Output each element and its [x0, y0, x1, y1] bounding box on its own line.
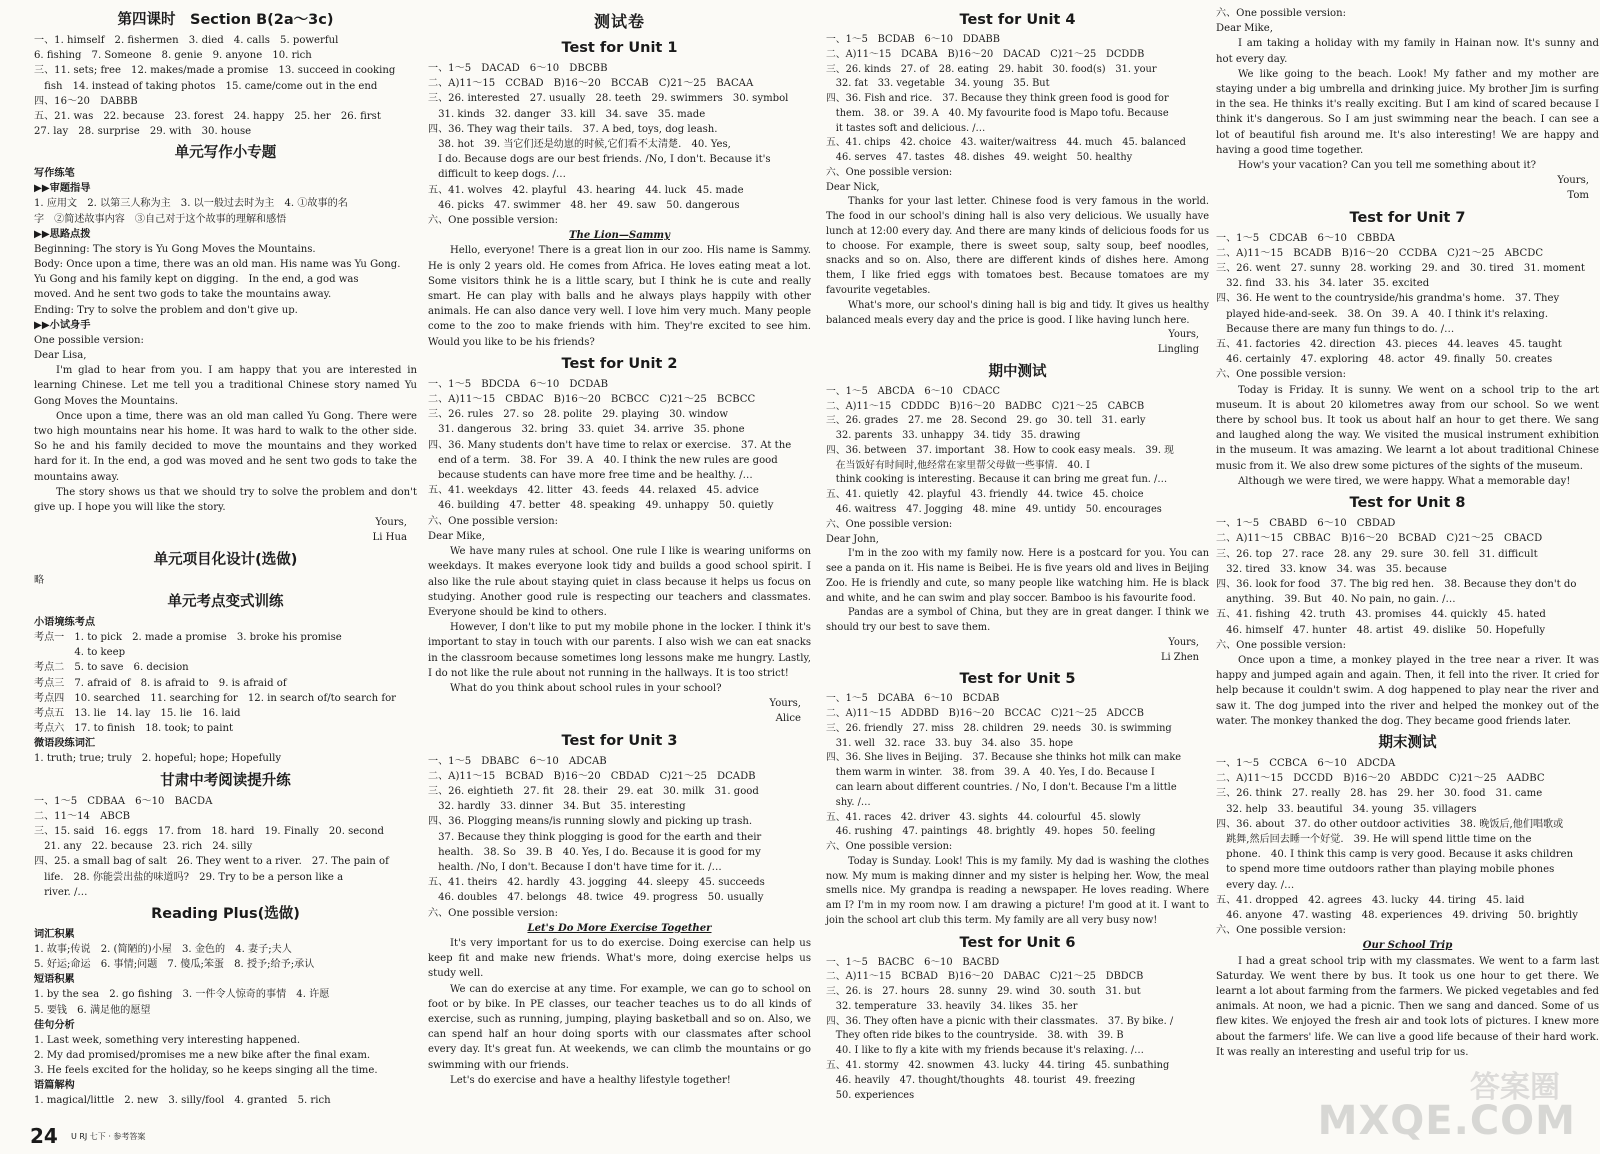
column-1 — [34, 6, 417, 1109]
answer-line: anything. 39. But 40. No pain, no gain. /… — [1216, 594, 1456, 606]
answer-line: 38. hot 39. 当它们还是幼崽的时候,它们看不太清楚. 40. Yes, — [428, 139, 731, 151]
answer-line: 六、One possible version: — [428, 515, 559, 527]
section-heading: Test for Unit 5 — [959, 671, 1076, 688]
answer-line: They often ride bikes to the countryside. 38. with 39. B — [826, 1030, 1124, 1042]
answer-line: 二、A)11～15 BCBAD B)16～20 CBDAD C)21～25 DCADB — [428, 770, 756, 782]
essay-paragraph: What do you think about school rules in your school? — [450, 682, 722, 694]
answer-line: 五、21. was 22. because 23. forest 24. happy 25. her 26. first — [34, 111, 381, 123]
answer-line: 四、36. They wag their tails. 37. A bed, toys, dog leash. — [428, 123, 718, 135]
answer-line: 跳舞,然后回去睡一个好觉. 39. He will spend little time on the — [1216, 833, 1532, 845]
answer-line: I do. Because dogs are our best friends. /No, I don't. Because it's — [428, 154, 771, 166]
answer-line: 32. find 33. his 34. later 35. excited — [1216, 278, 1430, 290]
watermark-logo: 答案圈 — [1470, 1070, 1560, 1105]
essay-paragraph: I had a great school trip with my classmates. We went to a farm last Saturday. We went there by bus. It took us one hour to get there. We learnt a lot about farming from the farmers. We picked vegetables and fed animals. At noon, we had a picnic. Then we sang and danced. Some of us flew kites. We enjoyed the fresh air and took lots of pictures. I knew more about the farmers' life. We can live a good life because of their hard work. It was really an interesting and useful trip for us. — [1216, 955, 1599, 1058]
answer-line: 考点六 17. to finish 18. took; to paint — [34, 723, 234, 735]
answer-line: 六、One possible version: — [1216, 639, 1347, 651]
answer-line: 考点四 10. searched 11. searching for 12. in search of/to search for — [34, 692, 396, 704]
section-heading: 期末测试 — [1378, 734, 1437, 751]
section-heading: Reading Plus(选做) — [151, 905, 300, 922]
section-heading: Test for Unit 1 — [561, 40, 678, 56]
answer-line: 一、1～5 BCDAB 6～10 DDABB — [826, 34, 1000, 45]
answer-line: 一、1～5 BDCDA 6～10 DCDAB — [428, 378, 608, 390]
answer-line: 一、1～5 BACBC 6～10 BACBD — [826, 956, 1000, 968]
answer-line: 46. picks 47. swimmer 48. her 49. saw 50. dangerous — [428, 199, 740, 211]
answer-line: Body: Once upon a time, there was an old man. His name was Yu Gong. — [34, 259, 401, 271]
answer-line: 二、11～14 ABCB — [34, 810, 131, 822]
answer-line: 二、A)11～15 CDDDC B)16～20 BADBC C)21～25 CABCB — [826, 400, 1145, 412]
answer-line: 46. heavily 47. thought/thoughts 48. tourist 49. freezing — [826, 1074, 1136, 1086]
essay-paragraph: Once upon a time, a monkey played in the tree near a river. It was happy and jumped again and again. Then, it fell into the river. It cried for help because it couldn't swim. A dog happened to play near the river and saw it. The dog jumped into the river and helped the monkey out of the water. The monkey thanked the dog. They became good friends later. — [1216, 654, 1599, 727]
essay-paragraph: Let's do exercise and have a healthy lifestyle together! — [450, 1074, 731, 1086]
answer-line: 46. anyone 47. wasting 48. experiences 49. driving 50. brightly — [1216, 909, 1578, 921]
answer-line: 32. tired 33. know 34. was 35. because — [1216, 563, 1447, 575]
answer-line: 四、36. Plogging means/is running slowly and picking up trash. — [428, 816, 753, 828]
answer-line: 46. himself 47. hunter 48. artist 49. dislike 50. Hopefully — [1216, 624, 1546, 636]
essay-title: Our School Trip — [1362, 940, 1453, 952]
answer-line: Dear Nick, — [826, 181, 880, 193]
answer-line: 四、36. Fish and rice. 37. Because they think green food is good for — [826, 93, 1169, 105]
answer-line: 二、A)11～15 CBBAC B)16～20 BCBAD C)21～25 CBACD — [1216, 533, 1543, 545]
essay-paragraph: I am taking a holiday with my family in Hainan now. It's sunny and hot every day. — [1216, 38, 1599, 65]
answer-line: 31. kinds 32. danger 33. kill 34. save 35. made — [428, 108, 706, 120]
answer-line: 一、1～5 CDCAB 6～10 CBBDA — [1216, 232, 1395, 244]
answer-line: 六、One possible version: — [826, 518, 953, 530]
answer-line: 六、One possible version: — [1216, 369, 1347, 381]
answer-line: 31. well 32. race 33. buy 34. also 35. hope — [826, 737, 1074, 749]
subsection-label: 佳句分析 — [34, 1019, 75, 1031]
answer-line: 考点五 13. lie 14. lay 15. lie 16. laid — [34, 707, 241, 719]
section-heading: 甘肃中考阅读提升练 — [160, 772, 291, 789]
subsection-label: ▶▶思路点拨 — [34, 228, 91, 240]
essay-paragraph: Thanks for your last letter. Chinese food is very famous in the world. The food in our school's dining hall is also very delicious. We usually have lunch at 12:00 every day. And there are many kinds of delicious foods for us to choose. For example, there is sweet soup, salty soup, beef noodles, snacks and so on. Also, there are different kinds of dishes here. Among them, I like fried eggs with tomatoes best. Because tomatoes are my favourite vegetables. — [826, 196, 1209, 297]
section-heading: 第四课时 Section B(2a～3c) — [117, 12, 334, 28]
essay-paragraph: I'm glad to hear from you. I am happy that you are interested in learning Chinese. Let me tell you a traditional Chinese story named Yu Gong Moves the Mountains. — [34, 365, 417, 407]
watermark-url: MXQE.COM — [1317, 1098, 1576, 1144]
answer-line: Yu Gong and his family kept on digging. In the end, a god was — [34, 274, 359, 286]
answer-line: 50. experiences — [826, 1089, 915, 1101]
answer-line: every day. /… — [1216, 879, 1295, 891]
answer-line: 考点二 5. to save 6. decision — [34, 662, 189, 674]
essay-paragraph: We can do exercise at any time. For example, we can go to school on foot or by bike. In PE classes, our teacher teaches us to do all kinds of exercise, such as running, jumping, playing basketball and so on. Also, we can spend half an hour doing sports with our classmates after school every day. It's great fun. At weekends, we can climb the mountains or go swimming with our friends. — [428, 983, 811, 1071]
essay-paragraph: What's more, our school's dining hall is big and tidy. It gives us healthy balanced meals every day and the price is good. I like having lunch here. — [826, 299, 1209, 326]
section-heading: 测试卷 — [593, 12, 645, 31]
answer-line: 三、26. kinds 27. of 28. eating 29. habit 30. food(s) 31. your — [826, 63, 1157, 75]
answer-line: 二、A)11～15 CBDAC B)16～20 BCBCC C)21～25 BCBCC — [428, 394, 756, 406]
answer-line: 考点一 1. to pick 2. made a promise 3. broke his promise — [34, 631, 342, 643]
answer-line: 五、41. wolves 42. playful 43. hearing 44. luck 45. made — [428, 184, 744, 196]
subsection-label: 短语积累 — [34, 974, 75, 986]
answer-line: 31. dangerous 32. bring 33. quiet 34. arrive 35. phone — [428, 424, 745, 436]
subsection-label: 语篇解构 — [34, 1080, 75, 1092]
answer-line: 三、26. eightieth 27. fit 28. their 29. eat 30. milk 31. good — [428, 785, 759, 797]
answer-line: 21. any 22. because 23. rich 24. silly — [34, 841, 253, 853]
essay-title: Let's Do More Exercise Together — [527, 922, 712, 934]
answer-line: end of a term. 38. For 39. A 40. I think the new rules are good — [428, 454, 778, 466]
answer-line: 五、41. chips 42. choice 43. waiter/waitress 44. much 45. balanced — [826, 137, 1186, 149]
answer-line: 3. He feels excited for the holiday, so he keeps singing all the time. — [34, 1065, 378, 1077]
signature-line: Li Hua — [372, 532, 407, 544]
page-footer — [30, 1124, 145, 1148]
answer-line: 二、A)11～15 BCADB B)16～20 CCDBA C)21～25 ABCDC — [1216, 247, 1544, 259]
section-heading: 期中测试 — [988, 363, 1047, 380]
answer-line: to spend more time outdoors rather than playing mobile phones — [1216, 864, 1555, 876]
answer-line: One possible version: — [34, 334, 144, 346]
answer-line: 32. hardly 33. dinner 34. But 35. interesting — [428, 801, 686, 813]
answer-line: it tastes soft and delicious. /… — [826, 122, 986, 134]
answer-line: 1. 应用文 2. 以第三人称为主 3. 以一般过去时为主 4. ①故事的名 — [34, 198, 348, 210]
column-3 — [826, 6, 1209, 1103]
essay-paragraph: I'm in the zoo with my family now. Here is a postcard for you. You can see a panda on it. His name is Beibei. He is five years old and lives in Beijing Zoo. He is friendly and cute, so many people like watching him. He is black and white, and he can swim and play soccer. Bamboo is his favourite food. — [826, 548, 1209, 604]
section-heading: Test for Unit 2 — [561, 355, 678, 372]
answer-line: 46. waitress 47. Jogging 48. mine 49. untidy 50. encourages — [826, 503, 1162, 515]
essay-paragraph: Today is Friday. It is sunny. We went on a school trip to the art museum. It is about 20 kilometres away from our school. So we went there by school bus. It took us about half an hour to get there. We sang and laughed along the way. We visited the musical instrument exhibition in the museum. It was amazing. We learnt a lot about traditional Chinese music from it. We also drew some pictures of the sights of the museum. — [1216, 384, 1599, 472]
answer-line: 46. rushing 47. paintings 48. brightly 49. hopes 50. feeling — [826, 826, 1156, 838]
answer-line: 27. lay 28. surprise 29. with 30. house — [34, 126, 252, 138]
essay-paragraph: The story shows us that we should try to solve the problem and don't give up. I hope you will like the story. — [34, 486, 417, 514]
answer-line: Dear John, — [826, 533, 879, 545]
answer-line: 46. building 47. better 48. speaking 49. unhappy 50. quietly — [428, 500, 774, 512]
answer-line: played hide-and-seek. 38. On 39. A 40. I think it's relaxing. — [1216, 308, 1549, 320]
page-number: 24 — [30, 1124, 58, 1148]
answer-line: 六、One possible version: — [826, 166, 953, 178]
answer-line: 三、26. friendly 27. miss 28. children 29. needs 30. is swimming — [826, 722, 1172, 734]
answer-line: 五、41. quietly 42. playful 43. friendly 44. twice 45. choice — [826, 489, 1144, 501]
answer-line: 三、26. top 27. race 28. any 29. sure 30. fell 31. difficult — [1216, 548, 1538, 560]
answer-line: them warm in winter. 38. from 39. A 40. Yes, I do. Because I — [826, 767, 1155, 779]
answer-line: 三、26. went 27. sunny 28. working 29. and 30. tired 31. moment — [1216, 263, 1585, 275]
answer-line: 三、26. interested 27. usually 28. teeth 29. swimmers 30. symbol — [428, 93, 789, 105]
section-heading: 单元项目化设计(选做) — [153, 551, 298, 568]
answer-line: 一、1～5 CBABD 6～10 CBDAD — [1216, 518, 1396, 530]
essay-paragraph: However, I don't like to put my mobile phone in the locker. I think it's important to stay in touch with our parents. I also wish we can eat snacks in the classroom because sometimes long lessons make me hungry. Lastly, I do not like the rule about not running in the hallways. It is too strict! — [428, 622, 811, 679]
answer-line: 1. truth; true; truly 2. hopeful; hope; Hopefully — [34, 753, 282, 765]
answer-line: 一、1～5 CCBCA 6～10 ADCDA — [1216, 757, 1396, 769]
answer-line: 32. fat 33. vegetable 34. young 35. But — [826, 78, 1050, 90]
answer-line: 46. doubles 47. belongs 48. twice 49. progress 50. usually — [428, 892, 764, 904]
answer-line: 1. Last week, something very interesting happened. — [34, 1034, 301, 1046]
signature-line: Li Zhen — [1161, 651, 1199, 663]
answer-line: Ending: Try to solve the problem and don't give up. — [34, 304, 298, 316]
answer-line: fish 14. instead of taking photos 15. came/come out in the end — [34, 80, 378, 92]
answer-line: 六、One possible version: — [1216, 925, 1347, 937]
answer-line: 六、One possible version: — [428, 907, 559, 919]
answer-line: 5. 要钱 6. 满足他的愿望 — [34, 1004, 151, 1016]
signature-line: Alice — [775, 713, 801, 725]
essay-paragraph: Once upon a time, there was an old man called Yu Gong. There were two high mountains near his home. It was hard to walk to the other side. So he and his family decided to move the mountains and they worked hard for it. In the end, a god was moved and he sent two gods to take the mountains away. — [34, 410, 417, 483]
answer-line: can learn about different countries. / No, I don't. Because I'm a little — [826, 781, 1177, 793]
signature-line: Yours, — [769, 698, 801, 710]
answer-line: 三、26. think 27. really 28. has 29. her 30. food 31. came — [1216, 788, 1543, 800]
answer-line: 二、A)11～15 ADDBD B)16～20 BCCAC C)21～25 ADCCB — [826, 708, 1144, 720]
answer-line: 40. I like to fly a kite with my friends because it's relaxing. /… — [826, 1045, 1144, 1057]
essay-paragraph: We have many rules at school. One rule I like is wearing uniforms on weekdays. It makes everyone look tidy and builds a good school spirit. I also like the rule about staying quiet in class because it helps us focus on studying. Another good rule is respecting our teachers and classmates. Everyone should be kind to others. — [428, 546, 811, 618]
answer-line: 三、26. grades 27. me 28. Second 29. go 30. tell 31. early — [826, 415, 1146, 427]
section-heading: 单元考点变式训练 — [167, 593, 284, 610]
answer-line: 四、36. They often have a picnic with their classmates. 37. By bike. / — [826, 1015, 1174, 1027]
answer-line: 2. My dad promised/promises me a new bike after the final exam. — [34, 1049, 371, 1061]
answer-line: 1. 故事;传说 2. (简陋的)小屋 3. 金色的 4. 妻子;夫人 — [34, 943, 292, 955]
answer-line: 三、26. rules 27. so 28. polite 29. playing 30. window — [428, 409, 729, 421]
answer-line: 32. temperature 33. heavily 34. likes 35. her — [826, 1000, 1078, 1012]
signature-line: Yours, — [375, 517, 407, 529]
section-heading: Test for Unit 8 — [1349, 495, 1466, 512]
answer-line: Dear Mike, — [428, 530, 485, 542]
answer-line: health. 38. So 39. B 40. Yes, I do. Because it is good for my — [428, 846, 761, 858]
essay-paragraph: Today is Sunday. Look! This is my family. My dad is washing the clothes now. My mum is making dinner and my sister is helping her. Wow, the meal smells nice. My grandpa is reading a newspaper. He loves reading. Where am I? I'm in my room now. I am drawing a picture! I'm good at it. I want to join the school art club this term. My family are all very busy now! — [826, 855, 1209, 926]
answer-line: 三、26. is 27. hours 28. sunny 29. wind 30. south 31. but — [826, 986, 1141, 998]
section-heading: Test for Unit 7 — [1349, 209, 1466, 226]
signature-line: Yours, — [1557, 175, 1589, 187]
section-heading: Test for Unit 4 — [959, 12, 1076, 28]
answer-line: river. /… — [34, 886, 88, 898]
answer-line: 在当饭好有时间时,他经常在家里帮父母做一些事情. 40. I — [826, 459, 1090, 471]
answer-line: 一、1～5 DBABC 6～10 ADCAB — [428, 755, 607, 767]
answer-line: Dear Lisa, — [34, 350, 87, 362]
essay-paragraph: Pandas are a symbol of China, but they are in great danger. I think we should try our best to save them. — [826, 607, 1209, 634]
answer-line: 二、A)11～15 BCBAD B)16～20 DABAC C)21～25 DBDCB — [826, 971, 1144, 983]
answer-line: 三、15. said 16. eggs 17. from 18. hard 19. Finally 20. second — [34, 825, 384, 837]
answer-line: 五、41. dropped 42. agrees 43. lucky 44. tiring 45. laid — [1216, 894, 1525, 906]
answer-line: moved. And he sent two gods to take the mountains away. — [34, 289, 332, 301]
answer-line: phone. 40. I think this camp is very good. Because it asks children — [1216, 849, 1574, 861]
answer-line: 四、36. about 37. do other outdoor activities 38. 晚饭后,他们唱歌或 — [1216, 818, 1564, 830]
section-heading: Test for Unit 6 — [959, 934, 1076, 951]
answer-line: 四、36. look for food 37. The big red hen. 38. Because they don't do — [1216, 578, 1577, 590]
answer-line: 四、36. Many students don't have time to relax or exercise. 37. At the — [428, 439, 792, 451]
answer-line: 字 ②简述故事内容 ③自己对于这个故事的理解和感悟 — [34, 213, 287, 225]
answer-line: 五、41. theirs 42. hardly 43. jogging 44. sleepy 45. succeeds — [428, 877, 765, 889]
answer-line: 六、One possible version: — [428, 215, 559, 227]
answer-line: shy. /… — [826, 796, 871, 808]
answer-line: 五、41. weekdays 42. litter 43. feeds 44. relaxed 45. advice — [428, 485, 759, 497]
essay-paragraph: Although we were tired, we were happy. What a memorable day! — [1238, 475, 1571, 487]
answer-line: 一、1～5 CDBAA 6～10 BACDA — [34, 795, 213, 807]
answer-line: 二、A)11～15 DCCDD B)16～20 ABDDC C)21～25 AADBC — [1216, 773, 1545, 785]
answer-line: 32. parents 33. unhappy 34. tidy 35. drawing — [826, 430, 1081, 442]
answer-line: 五、41. stormy 42. snowmen 43. lucky 44. tiring 45. sunbathing — [826, 1060, 1170, 1071]
answer-line: 一、1. himself 2. fishermen 3. died 4. calls 5. powerful — [34, 35, 339, 46]
answer-line: 四、36. He went to the countryside/his grandma's home. 37. They — [1216, 293, 1560, 305]
answer-line: 一、1～5 DCABA 6～10 BCDAB — [826, 693, 1000, 705]
column-2 — [428, 6, 811, 1088]
signature-line: Yours, — [1168, 636, 1199, 648]
answer-line: Beginning: The story is Yu Gong Moves the Mountains. — [34, 243, 316, 255]
essay-title: The Lion—Sammy — [569, 230, 670, 242]
answer-line: 六、One possible version: — [826, 841, 953, 853]
answer-line: health. /No, I don't. Because I don't have time for it. /… — [428, 861, 722, 873]
answer-line: 46. serves 47. tastes 48. dishes 49. weight 50. healthy — [826, 152, 1133, 164]
signature-line: Lingling — [1157, 344, 1199, 356]
essay-paragraph: How's your vacation? Can you tell me something about it? — [1238, 160, 1537, 172]
subsection-label: 微语段练词汇 — [34, 738, 96, 750]
essay-paragraph: We like going to the beach. Look! My father and my mother are staying under a big umbrella and drinking juice. My brother Jim is surfing in the sea. He thinks it's really exciting. But I am kind of scared because I think it's dangerous. So I am just swimming near the beach. I can see a lot of beautiful fish around me. It's also interesting! We are happy and having a good time together. — [1216, 68, 1599, 156]
answer-line: 四、16～20 DABBB — [34, 95, 138, 107]
subsection-label: ▶▶审题指导 — [34, 183, 91, 195]
footer-note: U RJ 七下 · 参考答案 — [70, 1132, 146, 1141]
answer-line: 5. 好运;命运 6. 事情;问题 7. 傻瓜;笨蛋 8. 授予;给予;承认 — [34, 959, 315, 971]
answer-line: 考点三 7. afraid of 8. is afraid to 9. is afraid of — [34, 677, 287, 689]
answer-line: 略 — [34, 574, 45, 586]
column-4 — [1216, 6, 1599, 1060]
answer-line: 一、1～5 DACAD 6～10 DBCBB — [428, 63, 608, 74]
answer-line: 4. to keep — [34, 647, 126, 659]
subsection-label: ▶▶小试身手 — [34, 319, 91, 331]
answer-line: 46. certainly 47. exploring 48. actor 49. finally 50. creates — [1216, 354, 1553, 366]
answer-line: 三、11. sets; free 12. makes/made a promise 13. succeed in cooking — [34, 65, 396, 77]
answer-line: 6. fishing 7. Someone 8. genie 9. anyone 10. rich — [34, 50, 312, 62]
answer-line: 五、41. factories 42. direction 43. pieces 44. leaves 45. taught — [1216, 339, 1562, 351]
essay-paragraph: It's very important for us to do exercise. Doing exercise can help us keep fit and make new friends. What's more, doing exercise helps us study well. — [428, 937, 811, 980]
answer-line: 四、36. between 37. important 38. How to cook easy meals. 39. 现 — [826, 444, 1174, 456]
answer-line: 五、41. fishing 42. truth 43. promises 44. quickly 45. hated — [1216, 609, 1546, 621]
answer-line: Because there are many fun things to do. /… — [1216, 323, 1455, 335]
section-heading: 单元写作小专题 — [174, 145, 277, 162]
answer-line: 1. by the sea 2. go fishing 3. 一件令人惊奇的事情 4. 许愿 — [34, 989, 330, 1001]
answer-line: because students can have more free time and be healthy. /… — [428, 470, 753, 482]
answer-line: 32. help 33. beautiful 34. young 35. villagers — [1216, 803, 1477, 815]
section-heading: Test for Unit 3 — [561, 732, 678, 749]
subsection-label: 词汇积累 — [34, 928, 75, 940]
answer-line: difficult to keep dogs. /… — [428, 169, 566, 181]
signature-line: Yours, — [1168, 329, 1199, 341]
answer-line: life. 28. 你能尝出盐的味道吗? 29. Try to be a person like a — [34, 871, 344, 883]
answer-line: 一、1～5 ABCDA 6～10 CDACC — [826, 385, 1001, 397]
answer-line: 五、41. races 42. driver 43. sights 44. colourful 45. slowly — [826, 811, 1141, 823]
answer-line: 四、25. a small bag of salt 26. They went to a river. 27. The pain of — [34, 856, 389, 868]
answer-line: 37. Because they think plogging is good for the earth and their — [428, 831, 762, 843]
subsection-label: 小语境练考点 — [34, 616, 96, 628]
answer-line: Dear Mike, — [1216, 23, 1273, 35]
answer-line: 二、A)11～15 DCABA B)16～20 DACAD C)21～25 DCDDB — [826, 48, 1145, 60]
signature-line: Tom — [1567, 190, 1589, 202]
essay-paragraph: Hello, everyone! There is a great lion in our zoo. His name is Sammy. He is only 2 years old. He comes from Africa. He loves eating meat a lot. Some visitors think he is a little scary, but I think he is cute and really smart. He can play with balls and he always plays happily with other animals. He can also dance very well. I love him very much. Many people come to the zoo to make friends with him. They're excited to see him. Would you like to be his friends? — [428, 245, 811, 348]
subsection-label: 写作练笔 — [34, 168, 75, 180]
answer-line: think cooking is interesting. Because it can bring me great fun. /… — [826, 474, 1168, 486]
answer-line: 四、36. She lives in Beijing. 37. Because she thinks hot milk can make — [826, 752, 1182, 764]
answer-line: them. 38. or 39. A 40. My favourite food is Mapo tofu. Because — [826, 107, 1169, 119]
answer-line: 六、One possible version: — [1216, 8, 1347, 19]
answer-line: 1. magical/little 2. new 3. silly/fool 4. granted 5. rich — [34, 1095, 331, 1107]
answer-line: 二、A)11～15 CCBAD B)16～20 BCCAB C)21～25 BACAA — [428, 78, 754, 90]
